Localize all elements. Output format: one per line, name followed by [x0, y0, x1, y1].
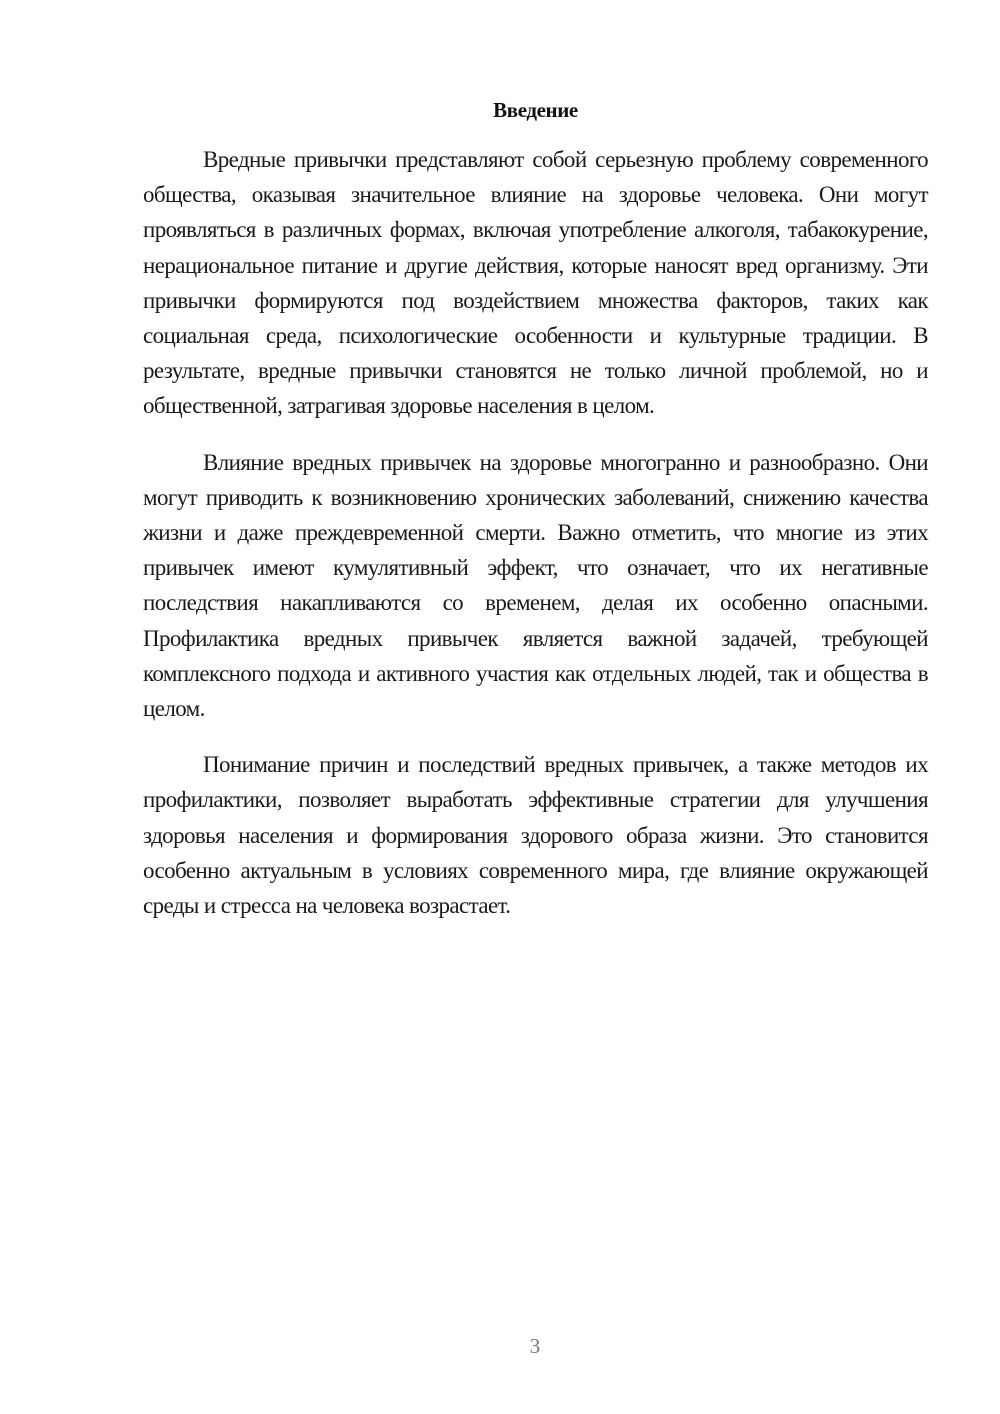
- paragraph-3: Понимание причин и последствий вредных привычек, а также методов их профилактики, позволяет выработать эффективные стратегии для улучшения здоровья населения и формирования здорового образа жизни. Это становится особенно актуальным в условиях современного мира, где влияние окружающей среды и стресса на человека возрастает.: [143, 752, 928, 919]
- page-number: 3: [529, 1334, 541, 1358]
- document-body: [143, 142, 928, 944]
- paragraph-2: Влияние вредных привычек на здоровье многогранно и разнообразно. Они могут приводить к возникновению хронических заболеваний, снижению качества жизни и даже преждевременной смерти. Важно отметить, что многие из этих привычек имеют кумулятивный эффект, что означает, что их негативные последствия накапливаются со временем, делая их особенно опасными. Профилактика вредных привычек является важной задачей, требующей комплексного подхода и активного участия как отдельных людей, так и общества в целом.: [143, 449, 928, 722]
- paragraph-1: Вредные привычки представляют собой серьезную проблему современного общества, оказывая значительное влияние на здоровье человека. Они могут проявляться в различных формах, включая употребление алкоголя, табакокурение, нерациональное питание и другие действия, которые наносят вред организму. Эти привычки формируются под воздействием множества факторов, таких как социальная среда, психологические особенности и культурные традиции. В результате, вредные привычки становятся не только личной проблемой, но и общественной, затрагивая здоровье населения в целом.: [143, 147, 928, 419]
- section-heading: Введение: [493, 98, 578, 122]
